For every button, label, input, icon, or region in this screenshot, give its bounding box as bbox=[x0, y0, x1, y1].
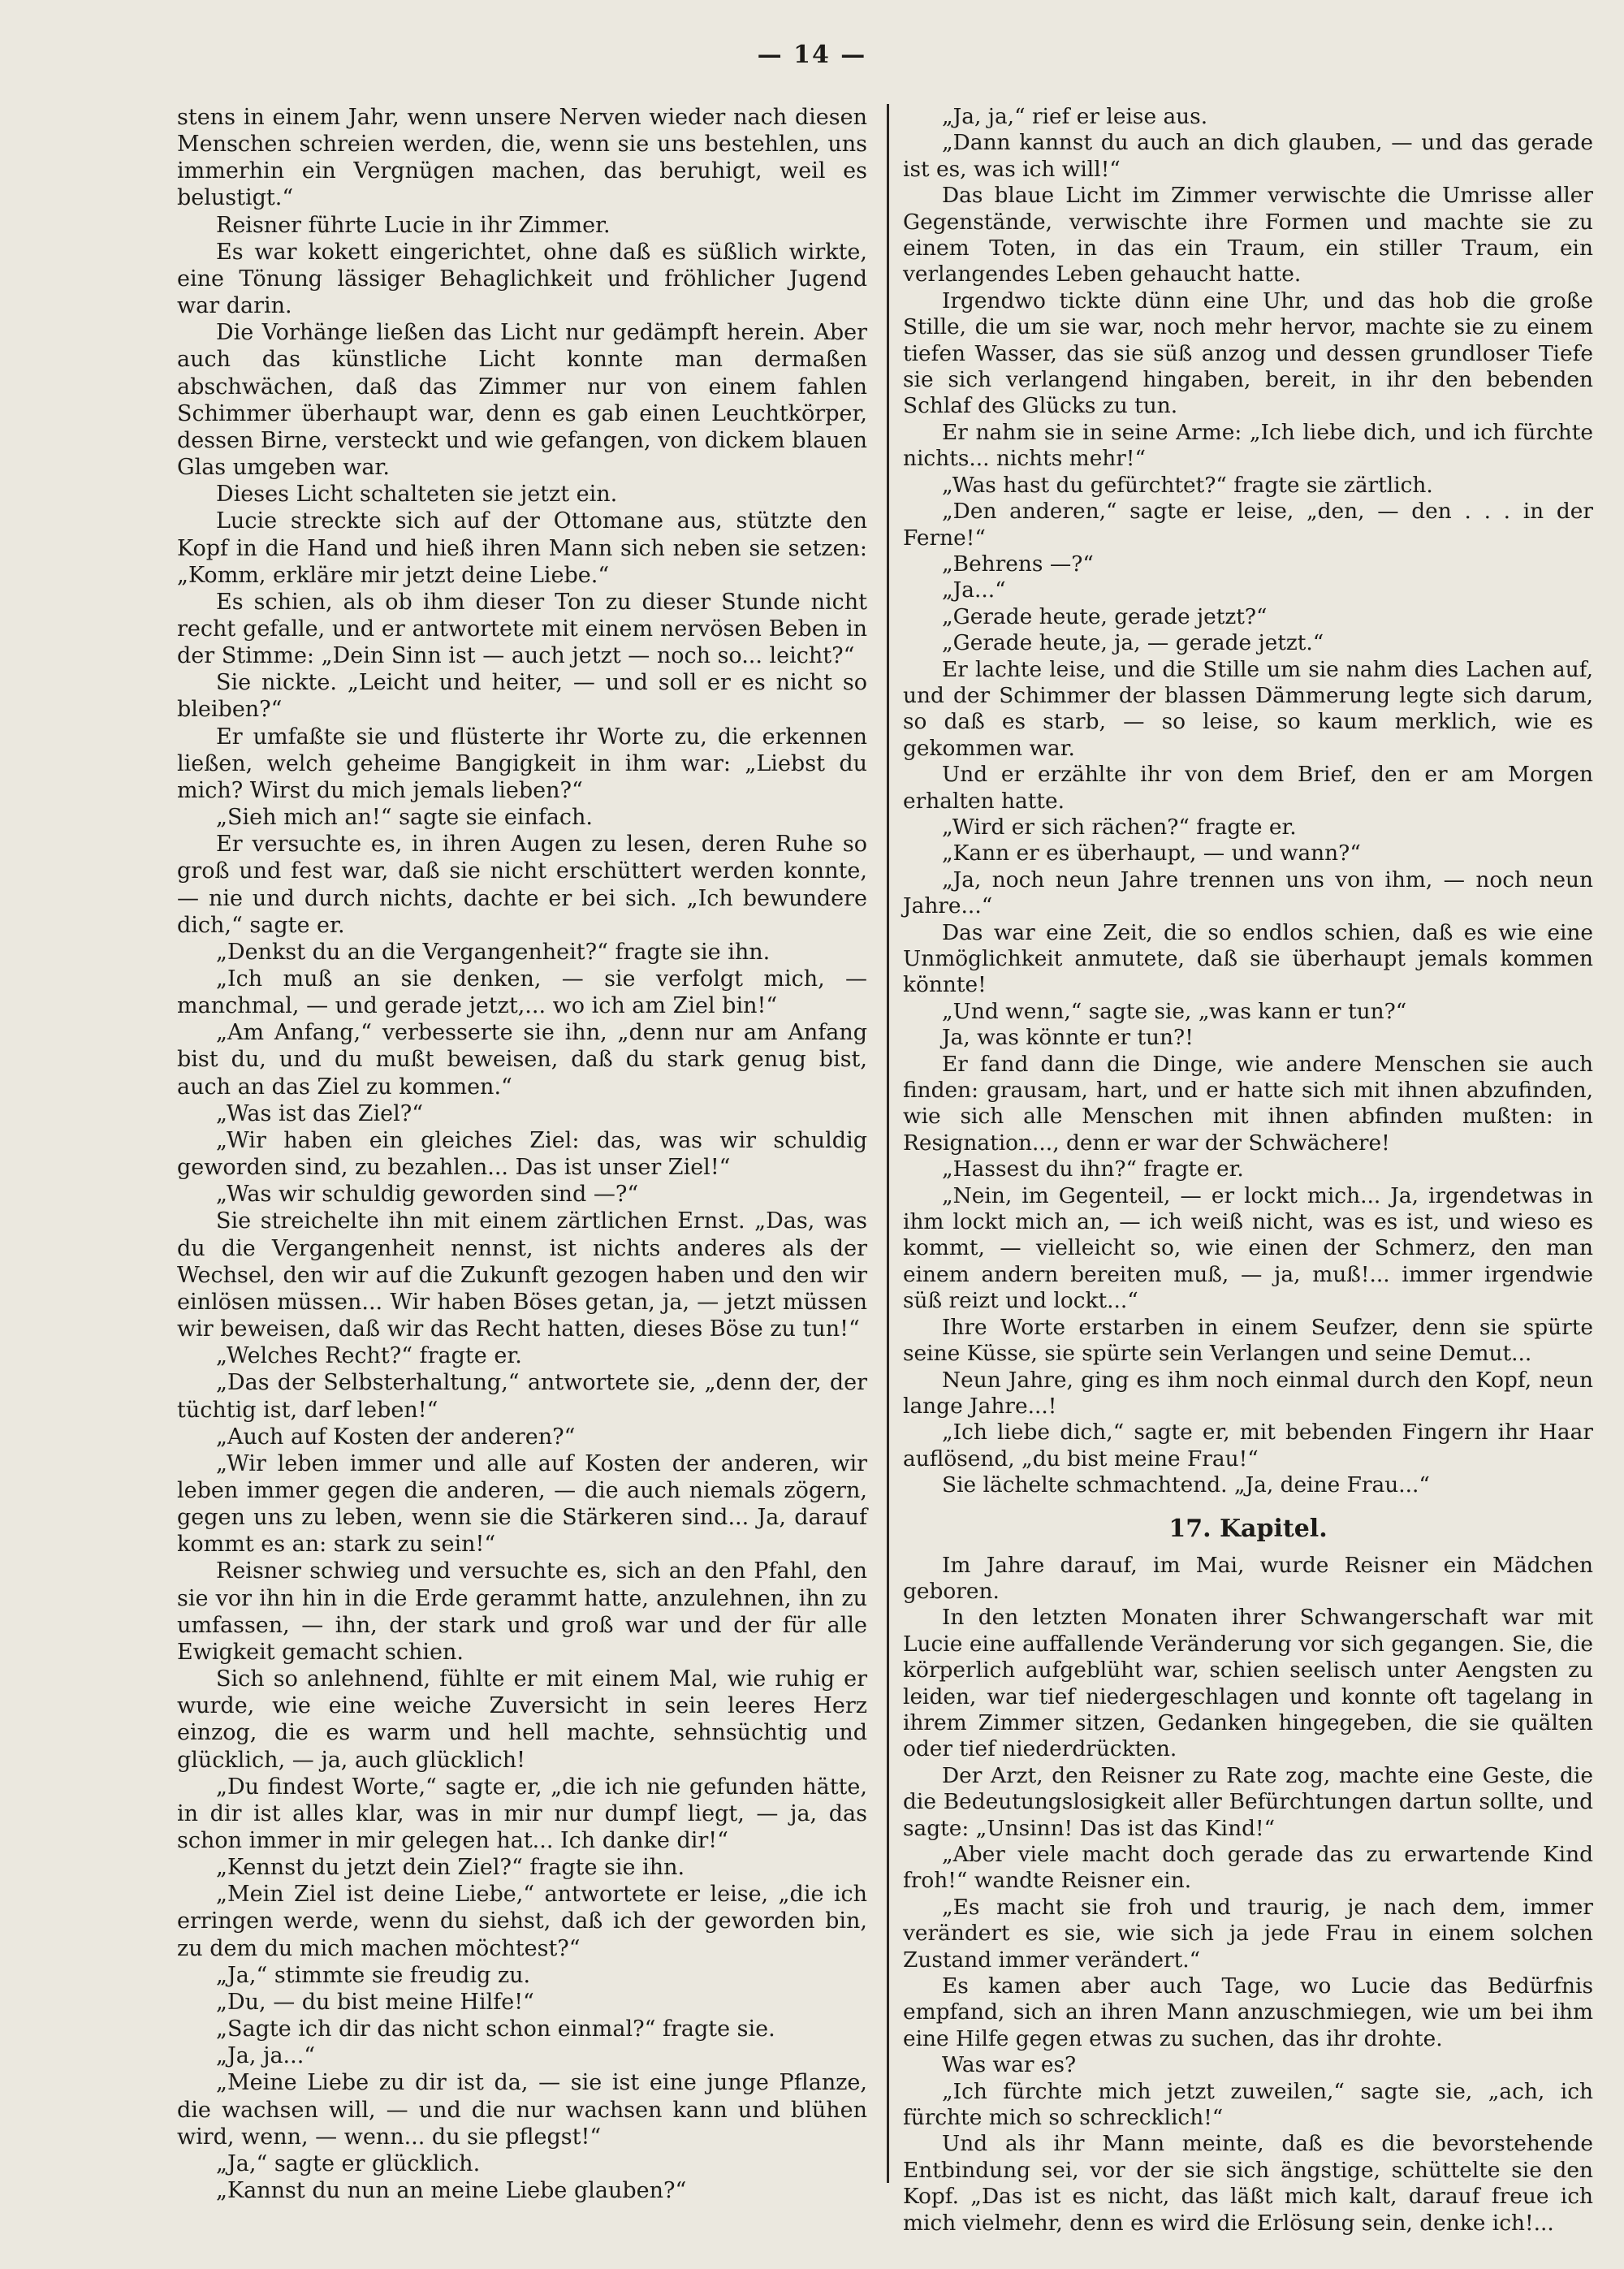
paragraph: Ja, was könnte er tun?! bbox=[942, 1025, 1194, 1051]
paragraph: „Denkst du an die Vergangenheit?“ fragte sie ihn. bbox=[216, 939, 771, 965]
paragraph: „Und wenn,“ sagte sie, „was kann er tun?“ bbox=[942, 998, 1407, 1024]
paragraph: Und als ihr Mann meinte, daß es die bevorstehende Entbindung sei, vor der sie sich ängstige, schüttelte sie den Kopf. „Das ist es nicht, das läßt mich kalt, darauf freue ich mich vielmehr, denn es wird die Erlösung sein, denke ich!... bbox=[903, 2131, 1593, 2236]
paragraph: „Ich liebe dich,“ sagte er, mit bebenden Fingern ihr Haar auflösend, „du bist meine Frau!“ bbox=[903, 1420, 1593, 1472]
paragraph: „Kann er es überhaupt, — und wann?“ bbox=[942, 841, 1361, 867]
paragraph: „Ja, ja...“ bbox=[216, 2043, 316, 2069]
paragraph: „Den anderen,“ sagte er leise, „den, — den . . . in der Ferne!“ bbox=[903, 499, 1593, 551]
paragraph: „Aber viele macht doch gerade das zu erwartende Kind froh!“ wandte Reisner ein. bbox=[903, 1842, 1593, 1894]
paragraph: „Sagte ich dir das nicht schon einmal?“ fragte sie. bbox=[216, 2016, 775, 2042]
paragraph: Er umfaßte sie und flüsterte ihr Worte zu, die erkennen ließen, welch geheime Bangigkeit in ihm war: „Liebst du mich? Wirst du mich jemals lieben?“ bbox=[177, 724, 867, 803]
paragraph: Ihre Worte erstarben in einem Seufzer, denn sie spürte seine Küsse, sie spürte sein Verlangen und seine Demut... bbox=[903, 1314, 1593, 1367]
paragraph: Er nahm sie in seine Arme: „Ich liebe dich, und ich fürchte nichts... nichts mehr!“ bbox=[903, 419, 1593, 472]
paragraph: „Ja, ja,“ rief er leise aus. bbox=[942, 104, 1208, 129]
paragraph: „Es macht sie froh und traurig, je nach dem, immer verändert es sie, wie sich ja jede Frau in einem solchen Zustand immer verändert.“ bbox=[903, 1894, 1593, 1973]
paragraph: Sich so anlehnend, fühlte er mit einem Mal, wie ruhig er wurde, wie eine weiche Zuversicht in sein leeres Herz einzog, die es warm und hell machte, sehnsüchtig und glücklich, — ja, auch glücklich! bbox=[177, 1666, 867, 1773]
paragraph: Und er erzählte ihr von dem Brief, den er am Morgen erhalten hatte. bbox=[903, 762, 1593, 814]
paragraph: Sie nickte. „Leicht und heiter, — und soll er es nicht so bleiben?“ bbox=[177, 670, 867, 723]
right-column-text-before bbox=[903, 104, 1593, 1499]
column-divider bbox=[887, 104, 889, 2183]
paragraph: Das blaue Licht im Zimmer verwischte die Umrisse aller Gegenstände, verwischte ihre Formen und machte sie zu einem Toten, in das ein Traum, ein stiller Traum, ein verlangendes Leben gehaucht hatte. bbox=[903, 183, 1593, 287]
paragraph: Er fand dann die Dinge, wie andere Menschen sie auch finden: grausam, hart, und er hatte sich mit ihnen abzufinden, wie sich alle Menschen mit ihnen abfinden mußten: in Resignation..., denn er war der Schwächere! bbox=[903, 1051, 1593, 1156]
paragraph: Der Arzt, den Reisner zu Rate zog, machte eine Geste, die die Bedeutungslosigkeit aller Befürchtungen dartun sollte, und sagte: „Unsinn! Das ist das Kind!“ bbox=[903, 1762, 1593, 1841]
paragraph: Was war es? bbox=[942, 2052, 1077, 2078]
paragraph: „Welches Recht?“ fragte er. bbox=[216, 1343, 522, 1369]
left-column bbox=[177, 104, 867, 2204]
paragraph: Reisner schwieg und versuchte es, sich an den Pfahl, den sie vor ihn hin in die Erde gerammt hatte, anzulehnen, ihn zu umfassen, — ihn, der stark und groß war und der für alle Ewigkeit gemacht schien. bbox=[177, 1558, 867, 1665]
paragraph: „Du, — du bist meine Hilfe!“ bbox=[216, 1989, 534, 2015]
paragraph: „Gerade heute, gerade jetzt?“ bbox=[942, 603, 1268, 629]
paragraph: „Ja...“ bbox=[942, 577, 1006, 603]
paragraph: Es war kokett eingerichtet, ohne daß es süßlich wirkte, eine Tönung lässiger Behaglichkeit und fröhlicher Jugend war darin. bbox=[177, 239, 867, 319]
paragraph: Er versuchte es, in ihren Augen zu lesen, deren Ruhe so groß und fest war, daß sie nicht erschüttert werden konnte, — nie und durch nichts, dachte er bei sich. „Ich bewundere dich,“ sagte er. bbox=[177, 832, 867, 938]
paragraph: „Kannst du nun an meine Liebe glauben?“ bbox=[216, 2178, 687, 2204]
paragraph: „Hassest du ihn?“ fragte er. bbox=[942, 1156, 1244, 1182]
paragraph: „Du findest Worte,“ sagte er, „die ich nie gefunden hätte, in dir ist alles klar, was in mir nur dumpf liegt, — ja, das schon immer in mir gelegen hat... Ich danke dir!“ bbox=[177, 1774, 867, 1853]
paragraph: Es kamen aber auch Tage, wo Lucie das Bedürfnis empfand, sich an ihren Mann anzuschmiegen, wie um bei ihm eine Hilfe gegen etwas zu suchen, das ihr drohte. bbox=[903, 1973, 1593, 2051]
chapter-heading: 17. Kapitel. bbox=[1168, 1514, 1328, 1543]
paragraph: „Das der Selbsterhaltung,“ antwortete sie, „denn der, der tüchtig ist, darf leben!“ bbox=[177, 1370, 867, 1423]
paragraph: Dieses Licht schalteten sie jetzt ein. bbox=[216, 482, 618, 508]
paragraph: „Behrens —?“ bbox=[942, 551, 1094, 577]
paragraph: Sie streichelte ihn mit einem zärtlichen Ernst. „Das, was du die Vergangenheit nennst, ist nichts anderes als der Wechsel, den wir auf die Zukunft gezogen haben und den wir einlösen müssen... Wir haben Böses getan, ja, — jetzt müssen wir beweisen, daß wir das Recht hatten, dieses Böse zu tun!“ bbox=[177, 1208, 867, 1342]
paragraph: „Sieh mich an!“ sagte sie einfach. bbox=[216, 805, 594, 831]
paragraph: „Dann kannst du auch an dich glauben, — und das gerade ist es, was ich will!“ bbox=[903, 130, 1593, 182]
paragraph: Neun Jahre, ging es ihm noch einmal durch den Kopf, neun lange Jahre...! bbox=[903, 1367, 1593, 1419]
paragraph: Es schien, als ob ihm dieser Ton zu dieser Stunde nicht recht gefalle, und er antwortete mit einem nervösen Beben in der Stimme: „Dein Sinn ist — auch jetzt — noch so... leicht?“ bbox=[177, 589, 867, 669]
paragraph: In den letzten Monaten ihrer Schwangerschaft war mit Lucie eine auffallende Veränderung vor sich gegangen. Sie, die körperlich aufgeblüht war, schien seelisch unter Aengsten zu leiden, war tief niedergeschlagen und konnte oft tagelang in ihrem Zimmer sitzen, Gedanken hingegeben, die sie quälten oder tief niederdrückten. bbox=[903, 1605, 1593, 1762]
paragraph: „Ja,“ sagte er glücklich. bbox=[216, 2150, 481, 2176]
paragraph: Sie lächelte schmachtend. „Ja, deine Frau...“ bbox=[942, 1472, 1430, 1498]
right-column-text-after bbox=[903, 1553, 1593, 2237]
paragraph: „Ja, noch neun Jahre trennen uns von ihm, — noch neun Jahre...“ bbox=[903, 867, 1593, 919]
paragraph: stens in einem Jahr, wenn unsere Nerven wieder nach diesen Menschen schreien werden, die, wenn sie uns bestehlen, uns immerhin ein Vergnügen machen, das beruhigt, weil es belustigt.“ bbox=[177, 105, 867, 211]
paragraph: „Ich muß an sie denken, — sie verfolgt mich, — manchmal, — und gerade jetzt,... wo ich am Ziel bin!“ bbox=[177, 966, 867, 1019]
paragraph: „Ja,“ stimmte sie freudig zu. bbox=[216, 1962, 531, 1988]
paragraph: „Was hast du gefürchtet?“ fragte sie zärtlich. bbox=[942, 472, 1433, 498]
paragraph: Er lachte leise, und die Stille um sie nahm dies Lachen auf, und der Schimmer der blassen Dämmerung legte sich darum, so daß es starb, — so leise, so kaum merklich, wie es gekommen war. bbox=[903, 656, 1593, 761]
page-number: — 14 — bbox=[757, 41, 867, 69]
right-column bbox=[903, 104, 1593, 2237]
paragraph: Reisner führte Lucie in ihr Zimmer. bbox=[216, 212, 611, 238]
paragraph: „Wird er sich rächen?“ fragte er. bbox=[942, 814, 1297, 840]
paragraph: Lucie streckte sich auf der Ottomane aus, stützte den Kopf in die Hand und hieß ihren Mann sich neben sie setzen: „Komm, erkläre mir jetzt deine Liebe.“ bbox=[177, 508, 867, 588]
paragraph: „Mein Ziel ist deine Liebe,“ antwortete er leise, „die ich erringen werde, wenn du siehst, daß ich der geworden bin, zu dem du mich machen möchtest?“ bbox=[177, 1882, 867, 1961]
paragraph: „Auch auf Kosten der anderen?“ bbox=[216, 1424, 576, 1450]
paragraph: Die Vorhänge ließen das Licht nur gedämpft herein. Aber auch das künstliche Licht konnte man dermaßen abschwächen, daß das Zimmer nur von einem fahlen Schimmer überhaupt war, denn es gab einen Leuchtkörper, dessen Birne, versteckt und wie gefangen, von dickem blauen Glas umgeben war. bbox=[177, 320, 867, 481]
paragraph: „Meine Liebe zu dir ist da, — sie ist eine junge Pflanze, die wachsen will, — und die nur wachsen kann und blühen wird, wenn, — wenn... du sie pflegst!“ bbox=[177, 2070, 867, 2150]
paragraph: „Am Anfang,“ verbesserte sie ihn, „denn nur am Anfang bist du, und du mußt beweisen, daß du stark genug bist, auch an das Ziel zu kommen.“ bbox=[177, 1020, 867, 1100]
paragraph: „Nein, im Gegenteil, — er lockt mich... Ja, irgendetwas in ihm lockt mich an, — ich weiß nicht, was es ist, und wieso es kommt, — vielleicht so, wie einen der Schmerz, den man einem andern bereiten muß, — ja, muß!... immer irgendwie süß reizt und lockt...“ bbox=[903, 1182, 1593, 1314]
paragraph: „Was wir schuldig geworden sind —?“ bbox=[216, 1182, 639, 1208]
paragraph: Im Jahre darauf, im Mai, wurde Reisner ein Mädchen geboren. bbox=[903, 1552, 1593, 1604]
paragraph: „Gerade heute, ja, — gerade jetzt.“ bbox=[942, 630, 1324, 656]
paragraph: „Wir leben immer und alle auf Kosten der anderen, wir leben immer gegen die anderen, — die auch niemals zögern, gegen uns zu leben, wenn sie die Stärkeren sind... Ja, darauf kommt es an: stark zu sein!“ bbox=[177, 1450, 867, 1558]
paragraph: Irgendwo tickte dünn eine Uhr, und das hob die große Stille, die um sie war, noch mehr hervor, machte sie zu einem tiefen Wasser, das sie süß anzog und dessen grundloser Tiefe sie sich verlangend hingaben, bereit, in ihr den bebenden Schlaf des Glücks zu tun. bbox=[903, 287, 1593, 419]
paragraph: „Was ist das Ziel?“ bbox=[216, 1100, 423, 1126]
paragraph: Das war eine Zeit, die so endlos schien, daß es wie eine Unmöglichkeit anmutete, daß sie überhaupt jemals kommen könnte! bbox=[903, 919, 1593, 998]
paragraph: „Kennst du jetzt dein Ziel?“ fragte sie ihn. bbox=[216, 1855, 685, 1881]
paragraph: „Ich fürchte mich jetzt zuweilen,“ sagte sie, „ach, ich fürchte mich so schrecklich!“ bbox=[903, 2078, 1593, 2131]
paragraph: „Wir haben ein gleiches Ziel: das, was wir schuldig geworden sind, zu bezahlen... Das ist unser Ziel!“ bbox=[177, 1127, 867, 1181]
